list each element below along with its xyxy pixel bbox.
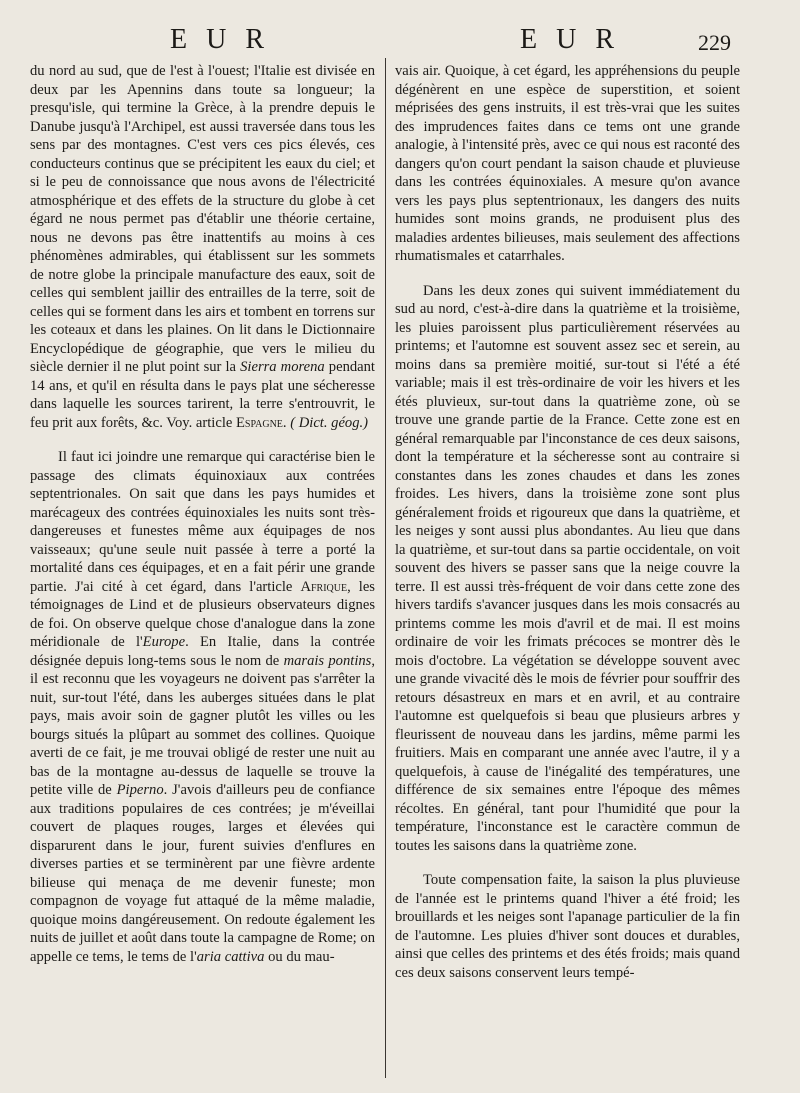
running-header <box>0 20 800 60</box>
left-paragraph-2: Il faut ici joindre une remarque qui caractérise bien le passage des climats équinoxiaux aux contrées septentrionales. On sait que dans les pays humides et marécageux des contrées équinoxiales les nuits sont très-dangereuses et funestes même aux équipages de nos vaisseaux; qu'une seule nuit passée à terre a porté la mortalité dans ces équipages, et en a fait périr une grande partie. J'ai cité à cet égard, dans l'article Afrique, les témoignages de Lind et de plusieurs observateurs dignes de foi. On observe quelque chose d'analogue dans la zone méridionale de l'Europe. En Italie, dans la contrée désignée depuis long-tems sous le nom de marais pontins, il est reconnu que les voyageurs ne doivent pas s'arrêter la nuit, sur-tout l'été, dans les auberges situées dans le plat pays, mais avoir soin de gagner plutôt les villes ou les bourgs situés la plûpart au sommet des collines. Quoique averti de ce fait, je me trouvai obligé de rester une nuit au bas de la montagne au-dessus de laquelle se trouve la petite ville de Piperno. J'avois d'ailleurs peu de confiance aux traditions populaires de ces contrées; je m'éveillai couvert de plaques rouges, larges et élevées qui disparurent dans le jour, furent suivies d'enflures en diverses parties et se terminèrent par une fièvre ardente bilieuse qui menaça de me devenir funeste; mon compagnon de voyage fut attaqué de la même maladie, quoique moins dangéreusement. On redoute également les nuits de juillet et août dans toute la campagne de Rome; on appelle ce tems, le tems de l'aria cattiva ou du mau- <box>30 449 376 965</box>
espagne-reference: Espagne <box>236 414 283 431</box>
right-paragraph-2: Dans les deux zones qui suivent immédiatement du sud au nord, c'est-à-dire dans la quatrième et la troisième, les pluies paroissent plus particulièrement réservées au printems; et l'automne est souvent assez sec et serein, au moins dans sa première moitié, sur-tout si l'été a été variable; mais il est très-ordinaire de voir les hivers et les étés pluvieux, sur-tout dans la quatrième zone, où se trouve une grande partie de la France. Cette zone est en général remarquable par l'inconstance de ces deux saisons, dont la température et la sécheresse sont au contraire si constantes dans les zones chaudes et dans les zones froides. Les hivers, dans la troisième zone sont plus généralement froids et rigoureux que dans la quatrième, et les neiges y sont aussi plus abondantes. Au lieu que dans la quatrième, et sur-tout dans sa partie occidentale, on voit souvent des hivers se passer sans que la neige couvre la terre. Il est aussi très-fréquent de voir dans cette zone des hivers tardifs s'avancer jusques dans les mois consacrés au printems comme les mois d'avril et de mai. Il est moins ordinaire de voir les frimats précoces se montrer dès le mois d'octobre. La végétation se développe souvent avec une grande vivacité dès le mois de février pour souffrir des retours désastreux en mars et en avril, et au contraire l'automne est quelquefois si beau que plusieurs arbres y fleurissent de nouveau dans les jardins, même parmi les fruitiers. Mais en comparant une année avec l'autre, il y a quelquefois, à cause de l'inégalité des températures, une différence de six semaines entre l'époque des mêmes récoltes. En général, tant pour l'humidité que pour la température, l'inconstance est le caractère commun de toutes les saisons dans la quatrième zone. <box>395 282 740 854</box>
column-divider <box>385 58 386 1078</box>
right-paragraph-3: Toute compensation faite, la saison la plus pluvieuse de l'année est le printems quand l'hiver a été froid; les brouillards et les neiges sont l'apanage particulier de la fin de l'automne. Les pluies d'hiver sont douces et durables, ainsi que celles des printems et des étés froids; mais quand ces deux saisons conservent leurs tempé- <box>395 872 740 981</box>
right-paragraph-1: vais air. Quoique, à cet égard, les appréhensions du peuple dégénèrent en une espèce de superstition, et soient méprisées des gens instruits, il est très-vrai que les suites des imprudences faites dans ce tems ont une grande analogie, à l'intensité près, avec ce qui nous est raconté des dangers qu'on court pendant la saison chaude et pluvieuse dans les contrées équinoxiales. A mesure qu'on avance vers les pays plus septentrionaux, les dangers des nuits humides sont moins grands, ne produisent plus des maladies ardentes bilieuses, mais seulement des affections rhumatismales et catarrhales. <box>395 63 740 264</box>
afrique-reference: Afrique <box>300 578 348 595</box>
aria-cattiva-term: aria cattiva <box>196 948 265 965</box>
right-column <box>395 62 740 982</box>
marais-pontins-term: marais pontins <box>283 652 372 669</box>
europe-term: Europe <box>142 634 186 650</box>
left-paragraph-1: du nord au sud, que de l'est à l'ouest; l'Italie est divisée en deux par les Apennins dans toute sa longueur; la presqu'isle, qui termine la Grèce, à la prendre depuis le Danube jusqu'à l'Archipel, est aussi traversée dans tous les sens par des montagnes. C'est vers ces pics élevés, ces conducteurs continus que se précipitent les eaux du ciel; et si le peu de connoissance que nous avons de l'électricité atmosphérique et des effets de la structure du globe à cet égard ne nous permet pas d'établir une théorie certaine, nous ne devons pas être inattentifs au moins à ces phénomènes admirables, qui établissent sur les sommets de notre globe la principale manufacture des eaux, soit de celles qui semblent jaillir des entrailles de la terre, soit de celles qui se forment dans les airs et tombent en torrens sur les coteaux et dans les plaines. On lit dans le Dictionnaire Encyclopédique de géographie, que vers le milieu du siècle dernier il ne plut point sur la Sierra morena pendant 14 ans, et qu'il en résulta dans le pays plat une sécheresse dans laquelle les sources tarirent, la terre s'entrouvrit, le feu prit aux forêts, &c. Voy. article Espagne. ( Dict. géog.) <box>30 63 375 431</box>
header-left-word: E U R <box>170 24 270 55</box>
page-number: 229 <box>698 30 731 55</box>
left-column <box>30 62 375 966</box>
sierra-morena-term: Sierra morena <box>240 359 325 375</box>
dict-citation: ( Dict. géog.) <box>290 414 369 431</box>
header-right-word: E U R <box>520 24 620 55</box>
piperno-term: Piperno <box>116 782 164 798</box>
